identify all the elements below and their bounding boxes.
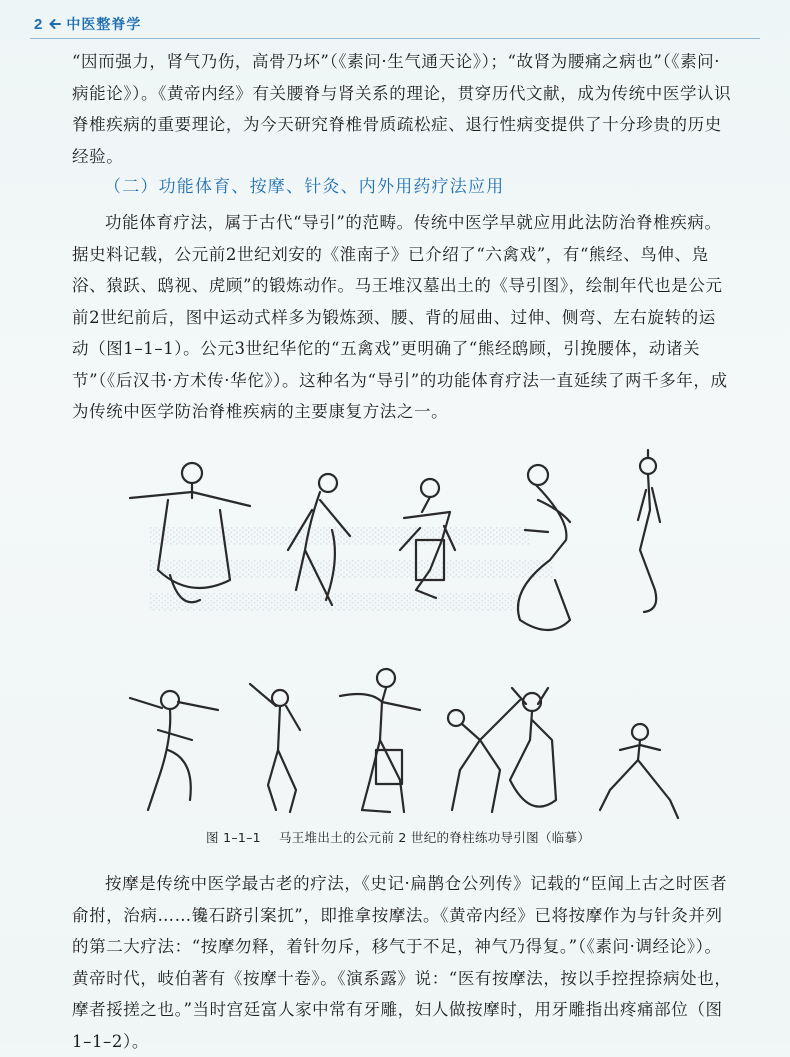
massage-paragraph-block [72,868,732,1057]
section-heading: （二）功能体育、按摩、针灸、内外用药疗法应用 [104,177,505,197]
figure-number: 图 1–1–1 [206,830,261,845]
functional-exercise-block [72,207,732,428]
figure-7 [250,684,300,812]
paragraph: 功能体育疗法，属于古代“导引”的范畴。传统中医学早就应用此法防治脊椎疾病。据史料记载，公元前2世纪刘安的《淮南子》已介绍了“六禽戏”，有“熊经、鸟伸、凫浴、猿跃、鸱视、虎顾”的锻炼动作。马王堆汉墓出土的《导引图》，绘制年代也是公元前2世纪前后，图中运动式样多为锻炼颈、腰、背的屈曲、过伸、侧弯、左右旋转的运动（图1–1–1）。公元3世纪华佗的“五禽戏”更明确了“熊经鸱顾，引挽腰体，动诸关节”（《后汉书·方术传·华佗》）。这种名为“导引”的功能体育疗法一直延续了两千多年，成为传统中医学防治脊椎疾病的主要康复方法之一。 [72,213,728,421]
daoyin-figure-illustration [100,440,700,840]
arrow-left-icon [48,17,62,31]
running-header [34,12,141,36]
paragraph: 按摩是传统中医学最古老的疗法，《史记·扁鹊仓公列传》记载的“臣闻上古之时医者俞拊，治病……镵石跻引案扤”，即推拿按摩法。《黄帝内经》已将按摩作为与针灸并列的第二大疗法：“按摩勿释，着针勿斥，移气于不足，神气乃得复。”（《素问·调经论》）。黄帝时代，岐伯著有《按摩十卷》。《演系露》说：“医有按摩法，按以手控捏捺病处也，摩者挼搓之也。”当时宫廷富人家中常有牙雕，妇人做按摩时，用牙雕指出疼痛部位（图1–1–2）。 [72,874,732,1051]
opening-paragraph-block [72,46,732,172]
figure-10 [510,688,556,807]
figure-1 [130,463,250,602]
paragraph: “因而强力，肾气乃伤，高骨乃坏”（《素问·生气通天论》）；“故肾为腰痛之病也”（《素问·病能论》）。《黄帝内经》有关腰脊与肾关系的理论，贯穿历代文献，成为传统中医学认识脊椎疾病的重要理论，为今天研究脊椎骨质疏松症、退行性病变提供了十分珍贵的历史经验。 [72,52,732,166]
figure-8 [340,669,420,812]
figure-9 [448,700,520,812]
figure-3 [400,479,455,598]
figure-2 [288,474,350,605]
figure-11 [600,724,678,818]
figure-5 [638,450,660,612]
bleed-through-text: ░░░░░░░░░░░░░░░░░░░░░░░░░░░░░░░░░ ░░░░░░░░░░░░░░░░░░░░░░░░░░░░░░░░░░░ ░░░░░░░░░░░░░░░░░░░░░░░░░░░░░░░░ [150,527,554,611]
figure-caption [206,828,590,846]
figure-6 [130,691,218,810]
figure-4 [518,465,570,630]
header-divider [30,38,760,39]
figure-caption-text: 马王堆出土的公元前 2 世纪的脊柱练功导引图（临摹） [278,830,591,845]
page-number: 2 [34,15,43,33]
book-title: 中医整脊学 [66,17,142,33]
